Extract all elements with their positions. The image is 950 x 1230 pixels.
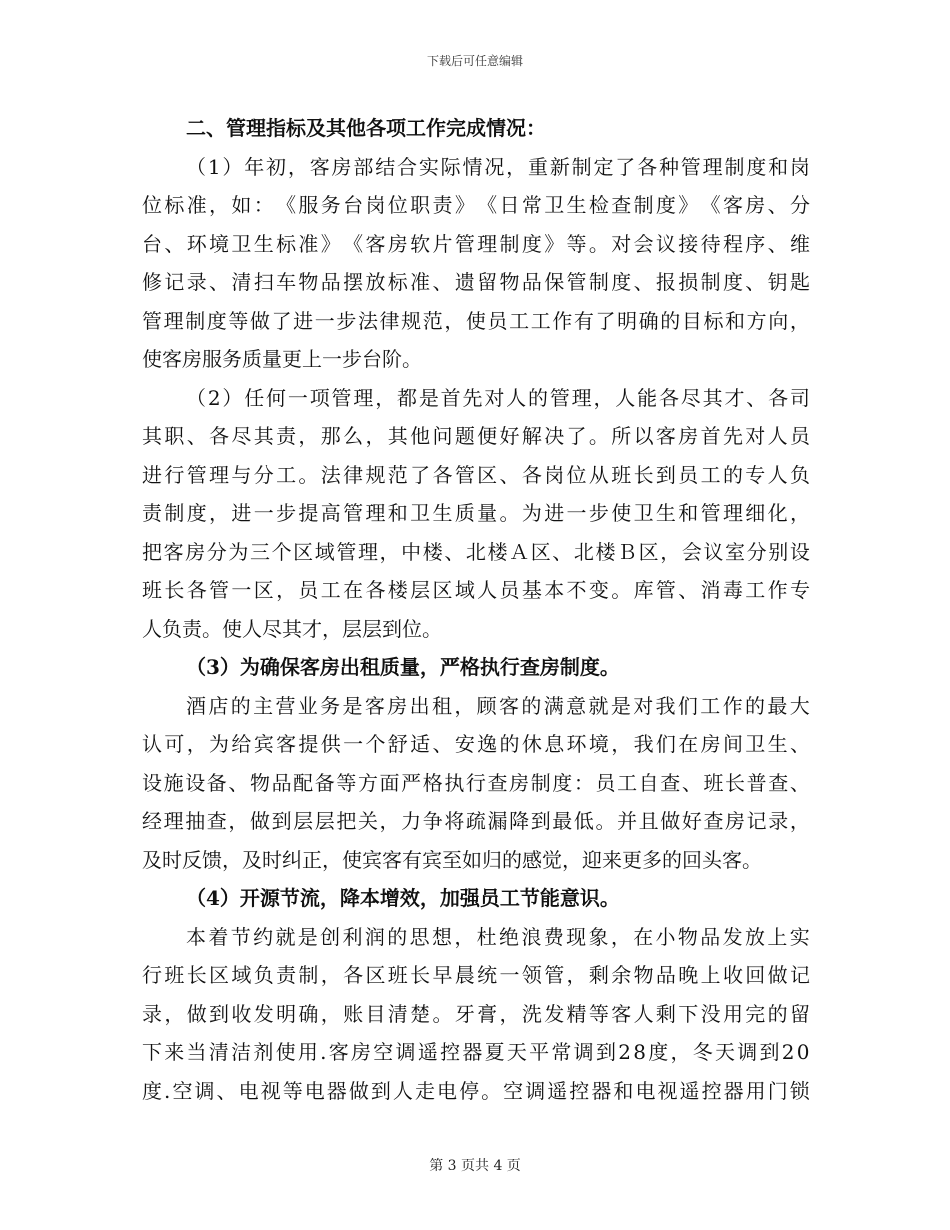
paragraph-line: 使客房服务质量更上一步台阶。 bbox=[142, 347, 422, 371]
paragraph-line: 责 制 度 ， 进 一 步 提 高 管 理 和 卫 生 质 量 。 为 进 一 步 使 卫 生 和 管 理 细 化 ， bbox=[142, 501, 810, 525]
subheading: （3）为确保客房出租质量，严格执行查房制度。 bbox=[186, 655, 620, 679]
paragraph-line: 下 来 当 清 洁 剂 使 用 . 客 房 空 调 遥 控 器 夏 天 平 常 调 到 2 8 度 ， 冬 天 调 到 2 0 bbox=[142, 1040, 810, 1064]
paragraph-line: 位 标 准 ， 如 ： 《 服 务 台 岗 位 职 责 》 《 日 常 卫 生 检 查 制 度 》 《 客 房 、 分 bbox=[142, 193, 810, 217]
paragraph-line: 其 职 、 各 尽 其 责 ， 那 么 ， 其 他 问 题 便 好 解 决 了 。 所 以 客 房 首 先 对 人 员 bbox=[142, 424, 810, 448]
paragraph-line: 及时反馈，及时纠正，使宾客有宾至如归的感觉，迎来更多的回头客。 bbox=[142, 847, 762, 872]
paragraph-line: （ 2 ） 任 何 一 项 管 理 ， 都 是 首 先 对 人 的 管 理 ， 人 能 各 尽 其 才 、 各 司 bbox=[186, 385, 810, 410]
paragraph-line: 度 . 空 调 、 电 视 等 电 器 做 到 人 走 电 停 。 空 调 遥 控 器 和 电 视 遥 控 器 用 门 锁 bbox=[142, 1078, 810, 1103]
header-note: 下载后可任意编辑 bbox=[426, 54, 523, 68]
paragraph-line: 修 记 录 、 清 扫 车 物 品 摆 放 标 准 、 遗 留 物 品 保 管 制 度 、 报 损 制 度 、 钥 匙 bbox=[142, 270, 810, 294]
paragraph-line: 管 理 制 度 等 做 了 进 一 步 法 律 规 范 ， 使 员 工 工 作 有 了 明 确 的 目 标 和 方 向 ， bbox=[142, 308, 810, 333]
document-body bbox=[142, 109, 810, 1110]
paragraph-line: 设 施 设 备 、 物 品 配 备 等 方 面 严 格 执 行 查 房 制 度 ： 员 工 自 查 、 班 长 普 查 、 bbox=[142, 770, 810, 795]
paragraph-line: 录 ， 做 到 收 发 明 确 ， 账 目 清 楚 。 牙 膏 ， 洗 发 精 等 客 人 剩 下 没 用 完 的 留 bbox=[142, 1001, 810, 1026]
section-heading: 二、管理指标及其他各项工作完成情况： bbox=[186, 116, 546, 140]
paragraph-line: 进 行 管 理 与 分 工 。 法 律 规 范 了 各 管 区 、 各 岗 位 从 班 长 到 员 工 的 专 人 负 bbox=[142, 462, 810, 487]
paragraph-line: 人负责。使人尽其才，层层到位。 bbox=[142, 616, 442, 641]
paragraph-line: （ 1 ） 年 初 ， 客 房 部 结 合 实 际 情 况 ， 重 新 制 定 了 各 种 管 理 制 度 和 岗 bbox=[186, 154, 810, 179]
paragraph-line: 认 可 ， 为 给 宾 客 提 供 一 个 舒 适 、 安 逸 的 休 息 环 境 ， 我 们 在 房 间 卫 生 、 bbox=[142, 732, 810, 756]
paragraph-line: 台 、 环 境 卫 生 标 准 》 《 客 房 软 片 管 理 制 度 》 等 。 对 会 议 接 待 程 序 、 维 bbox=[142, 231, 810, 256]
paragraph-line: 本 着 节 约 就 是 创 利 润 的 思 想 ， 杜 绝 浪 费 现 象 ， 在 小 物 品 发 放 上 实 bbox=[186, 924, 810, 949]
paragraph-line: 经 理 抽 查 ， 做 到 层 层 把 关 ， 力 争 将 疏 漏 降 到 最 低 。 并 且 做 好 查 房 记 录 ， bbox=[142, 809, 810, 833]
subheading: （4）开源节流，降本增效，加强员工节能意识。 bbox=[186, 886, 620, 910]
page-number: 第 3 页共 4 页 bbox=[429, 1158, 521, 1174]
paragraph-line: 行 班 长 区 域 负 责 制 ， 各 区 班 长 早 晨 统 一 领 管 ， 剩 余 物 品 晚 上 收 回 做 记 bbox=[142, 963, 810, 987]
paragraph-line: 班 长 各 管 一 区 ， 员 工 在 各 楼 层 区 域 人 员 基 本 不 变 。 库 管 、 消 毒 工 作 专 bbox=[142, 578, 810, 602]
paragraph-line: 酒 店 的 主 营 业 务 是 客 房 出 租 ， 顾 客 的 满 意 就 是 对 我 们 工 作 的 最 大 bbox=[186, 693, 810, 718]
paragraph-line: 把 客 房 分 为 三 个 区 域 管 理 ， 中 楼 、 北 楼 Ａ 区 、 北 楼 Ｂ 区 ， 会 议 室 分 别 设 bbox=[142, 539, 810, 564]
